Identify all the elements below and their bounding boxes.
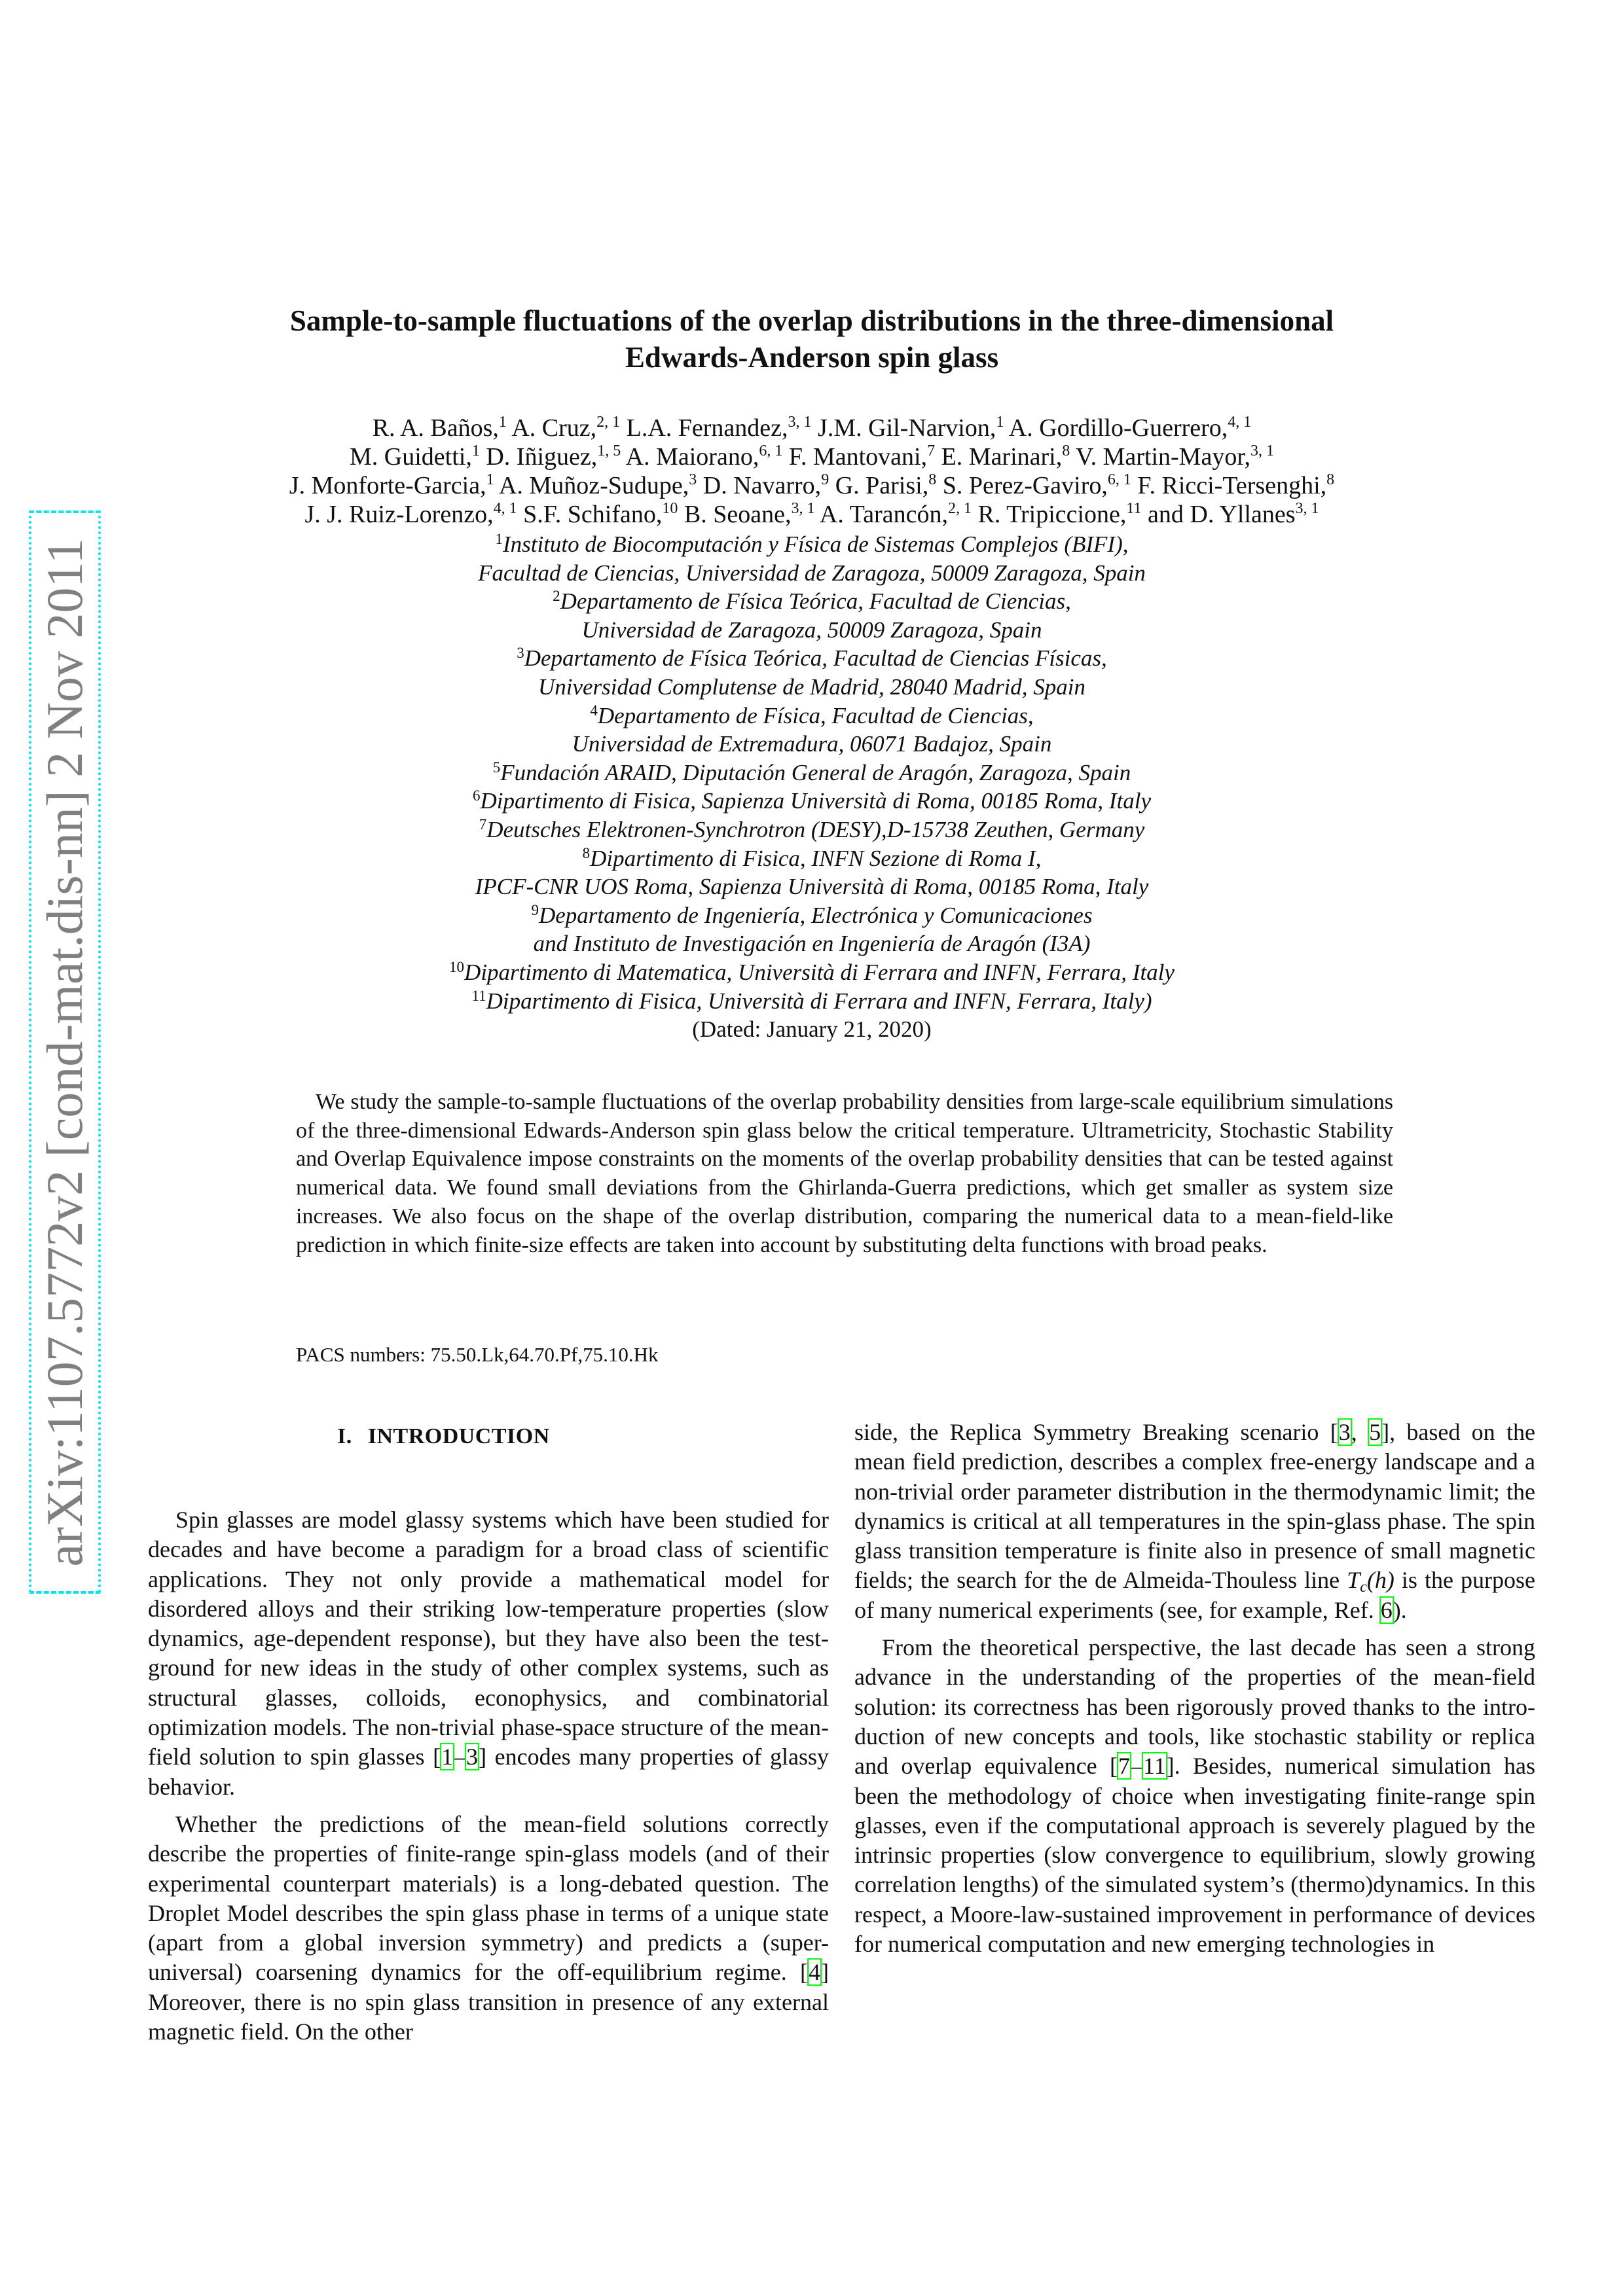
author: F. Ricci-Tersenghi,$^8$ bbox=[1137, 471, 1335, 499]
affiliation-line: $^8$Dipartimento di Fisica, INFN Sezione di Roma I, bbox=[582, 844, 1042, 871]
author: R. Tripiccione,$^{11}$ bbox=[977, 500, 1142, 528]
author: S. Perez-Gaviro,$^{6, 1}$ bbox=[942, 471, 1131, 499]
citation-link[interactable]: 3 bbox=[1338, 1419, 1351, 1445]
citation-link[interactable]: 1 bbox=[441, 1744, 454, 1770]
affiliation-line: Universidad Complutense de Madrid, 28040 Madrid, Spain bbox=[538, 673, 1086, 700]
author: R. A. Baños,$^1$ bbox=[372, 414, 507, 442]
author: and D. Yllanes$^{3, 1}$ bbox=[1148, 500, 1319, 528]
title-line-2: Edwards-Anderson spin glass bbox=[625, 341, 999, 374]
author: G. Parisi,$^8$ bbox=[835, 471, 937, 499]
pacs-numbers: PACS numbers: 75.50.Lk,64.70.Pf,75.10.Hk bbox=[296, 1343, 659, 1366]
affiliation-line: and Instituto de Investigación en Ingeniería de Aragón (I3A) bbox=[533, 931, 1091, 957]
author-line bbox=[131, 471, 1493, 500]
paragraph: side, the Replica Symmetry Breaking scenario [3, 5], based on the mean field prediction, describes a complex free-energy landscape and a non-trivial order parameter distribution in the thermodynamic limit; the dynamics is critical at all temperatures in the spin-glass phase. The spin glass transition temperature is finite also in presence of small magnetic fields; the search for the de Almeida-Thouless line $T_c(h)$ is the purpose of many numerical experiments (see, for example, Ref. 6). bbox=[854, 1419, 1536, 1623]
section-title: INTRODUCTION bbox=[367, 1424, 550, 1448]
affiliation-line: Facultad de Ciencias, Universidad de Zaragoza, 50009 Zaragoza, Spain bbox=[478, 560, 1146, 586]
author: A. Cruz,$^{2, 1}$ bbox=[511, 414, 621, 442]
section-heading-introduction bbox=[337, 1424, 550, 1449]
author-list bbox=[131, 414, 1493, 529]
affiliation-line: $^{10}$Dipartimento di Matematica, Università di Ferrara and INFN, Ferrara, Italy bbox=[449, 958, 1175, 985]
citation-link[interactable]: 4 bbox=[809, 1959, 820, 1986]
affiliation-line: $^3$Departamento de Física Teórica, Facultad de Ciencias Físicas, bbox=[517, 645, 1107, 672]
author-line bbox=[131, 414, 1493, 442]
author: D. Iñiguez,$^{1, 5}$ bbox=[486, 442, 621, 471]
citation-link[interactable]: 5 bbox=[1369, 1419, 1381, 1445]
author: J. J. Ruiz-Lorenzo,$^{4, 1}$ bbox=[304, 500, 517, 528]
body-column-left bbox=[148, 1505, 829, 2054]
author: S.F. Schifano,$^{10}$ bbox=[523, 500, 678, 528]
author: B. Seoane,$^{3, 1}$ bbox=[684, 500, 815, 528]
author: F. Mantovani,$^7$ bbox=[788, 442, 936, 471]
author: A. Tarancón,$^{2, 1}$ bbox=[819, 500, 972, 528]
math-tc: $T_c(h)$ bbox=[1347, 1567, 1395, 1596]
affiliation-line: $^6$Dipartimento di Fisica, Sapienza Università di Roma, 00185 Roma, Italy bbox=[472, 787, 1152, 814]
author: J. Monforte-Garcia,$^1$ bbox=[289, 471, 494, 499]
affiliation-line: $^5$Fundación ARAID, Diputación General de Aragón, Zaragoza, Spain bbox=[492, 759, 1131, 785]
author: A. Gordillo-Guerrero,$^{4, 1}$ bbox=[1008, 414, 1252, 442]
section-number: I. bbox=[337, 1424, 352, 1448]
author: A. Muñoz-Sudupe,$^3$ bbox=[498, 471, 697, 499]
affiliation-line: $^1$Instituto de Biocomputación y Física de Sistemas Complejos (BIFI), bbox=[495, 531, 1129, 557]
title-line-1: Sample-to-sample fluctuations of the overlap distributions in the three-dimensional bbox=[289, 304, 1334, 337]
citation-link[interactable]: 6 bbox=[1380, 1596, 1393, 1623]
paragraph: Whether the predictions of the mean-field solutions correctly describe the properties of finite-range spin-glass models (and of their experimental counterpart materials) is a long-debated question. The Droplet Model describes the spin glass phase in terms of a unique state (apart from a global inversion symmetry) and predicts a (super-universal) coarsening dynamics for the off-equilibrium regime. [4] Moreover, there is no spin glass transition in presence of any external magnetic field. On the other bbox=[148, 1810, 829, 2045]
affiliation-line: Universidad de Extremadura, 06071 Badajoz, Spain bbox=[572, 731, 1052, 757]
body-column-right bbox=[854, 1418, 1535, 1967]
author: E. Marinari,$^8$ bbox=[941, 442, 1070, 471]
author: A. Maiorano,$^{6, 1}$ bbox=[625, 442, 783, 471]
affiliation-line: $^9$Departamento de Ingeniería, Electrónica y Comunicaciones bbox=[531, 901, 1093, 928]
author: L.A. Fernandez,$^{3, 1}$ bbox=[626, 414, 812, 442]
citation-link[interactable]: 3 bbox=[466, 1744, 479, 1770]
affiliation-line: $^{11}$Dipartimento di Fisica, Università di Ferrara and INFN, Ferrara, Italy) bbox=[471, 987, 1152, 1014]
citation-link[interactable]: 7 bbox=[1118, 1753, 1130, 1780]
paragraph: From the theoretical perspective, the last decade has seen a strong advance in the understanding of the properties of the mean-field solution: its correctness has been rigorously proved thanks to the introduction of new concepts and tools, like stochastic stability or replica and overlap equivalence [7–11]. Besides, numerical simulation has been the methodology of choice when investigating finite-range spin glasses, even if the computational approach is severely plagued by the intrinsic properties (slow convergence to equilibrium, slowly growing correlation lengths) of the simulated system’s (thermo)dynamics. In this respect, a Moore-law-sustained improvement in performance of devices for numerical computation and new emerging technologies in bbox=[854, 1634, 1535, 1958]
author: D. Navarro,$^9$ bbox=[702, 471, 830, 499]
paper-title bbox=[131, 302, 1493, 376]
paragraph: Spin glasses are model glassy systems which have been studied for decades and have become a paradigm for a broad class of scientific applications. They not only provide a mathematical model for disordered alloys and their striking low-temperature properties (slow dynamics, age-dependent response), but they have also been the test-ground for new ideas in the study of other complex systems, such as structural glasses, colloids, econophysics, and combinatorial optimization models. The non-trivial phase-space structure of the mean-field solution to spin glasses [1–3] encodes many properties of glassy behavior. bbox=[148, 1507, 829, 1800]
author: V. Martin-Mayor,$^{3, 1}$ bbox=[1076, 442, 1274, 471]
author: J.M. Gil-Narvion,$^1$ bbox=[818, 414, 1004, 442]
affiliation-line: $^4$Departamento de Física, Facultad de Ciencias, bbox=[590, 702, 1034, 728]
arxiv-stamp[interactable] bbox=[29, 511, 101, 1594]
citation-link[interactable]: 11 bbox=[1142, 1753, 1166, 1780]
affiliation-line: $^7$Deutsches Elektronen-Synchrotron (DESY),D-15738 Zeuthen, Germany bbox=[479, 816, 1145, 842]
author-line bbox=[131, 442, 1493, 471]
author-line bbox=[131, 500, 1493, 529]
abstract: We study the sample-to-sample fluctuations of the overlap probability densities from large-scale equilibrium simulations of the three-dimensional Edwards-Anderson spin glass below the critical temperature. Ultrametricity, Stochastic Stability and Overlap Equivalence impose constraints on the moments of the overlap probability densities that can be tested against numerical data. We found small deviations from the Ghirlanda-Guerra predictions, which get smaller as system size increases. We also focus on the shape of the overlap distribution, comparing the numerical data to a mean-field-like prediction in which finite-size effects are taken into account by substituting delta functions with broad peaks. bbox=[296, 1090, 1393, 1257]
affiliation-line: $^2$Departamento de Física Teórica, Facultad de Ciencias, bbox=[553, 588, 1071, 615]
affiliation-line: Universidad de Zaragoza, 50009 Zaragoza, Spain bbox=[581, 617, 1042, 643]
dated-line: (Dated: January 21, 2020) bbox=[692, 1016, 932, 1043]
affiliation-line: IPCF-CNR UOS Roma, Sapienza Università di Roma, 00185 Roma, Italy bbox=[475, 874, 1149, 900]
arxiv-identifier: arXiv:1107.5772v2 [cond-mat.dis-nn] 2 Nov 2011 bbox=[36, 537, 93, 1567]
affiliations bbox=[196, 530, 1427, 1044]
author: M. Guidetti,$^1$ bbox=[350, 442, 480, 471]
